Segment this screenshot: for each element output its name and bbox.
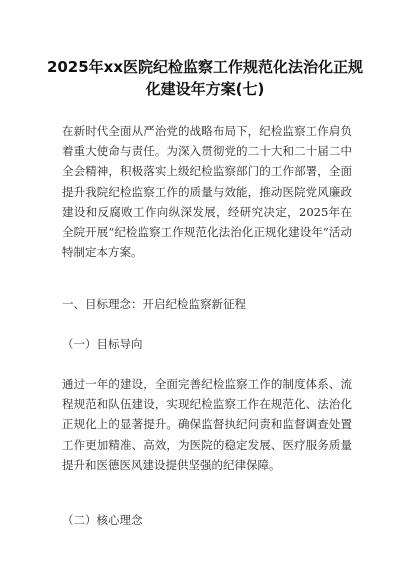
section-heading-goals: 一、目标理念：开启纪检监察新征程 (62, 297, 246, 311)
document-title: 2025年xx医院纪检监察工作规范化法治化正规化建设年方案(七) (46, 58, 364, 98)
intro-paragraph: 在新时代全面从严治党的战略布局下，纪检监察工作肩负着重大使命与责任。为深入贯彻党的二十大和二十届二中全会精神，积极落实上级纪检监察部门的工作部署，全面提升我院纪检监察工作的质量与效能，推动医院党风廉政建设和反腐败工作向纵深发展，经研究决定，2025年在全院开展“纪检监察工作规范化法治化正规化建设年”活动特制定本方案。 (62, 124, 352, 260)
subsection-heading-core-concept: （二）核心理念 (62, 513, 143, 527)
subsection-heading-orientation: （一）目标导向 (62, 337, 143, 351)
orientation-paragraph: 通过一年的建设，全面完善纪检监察工作的制度体系、流程规范和队伍建设，实现纪检监察工作在规范化、法治化正规化上的显著提升。确保监督执纪问责和监督调查处置工作更加精准、高效，为医院的稳定发展、医疗服务质量提升和医德医风建设提供坚强的纪律保障。 (62, 377, 352, 472)
